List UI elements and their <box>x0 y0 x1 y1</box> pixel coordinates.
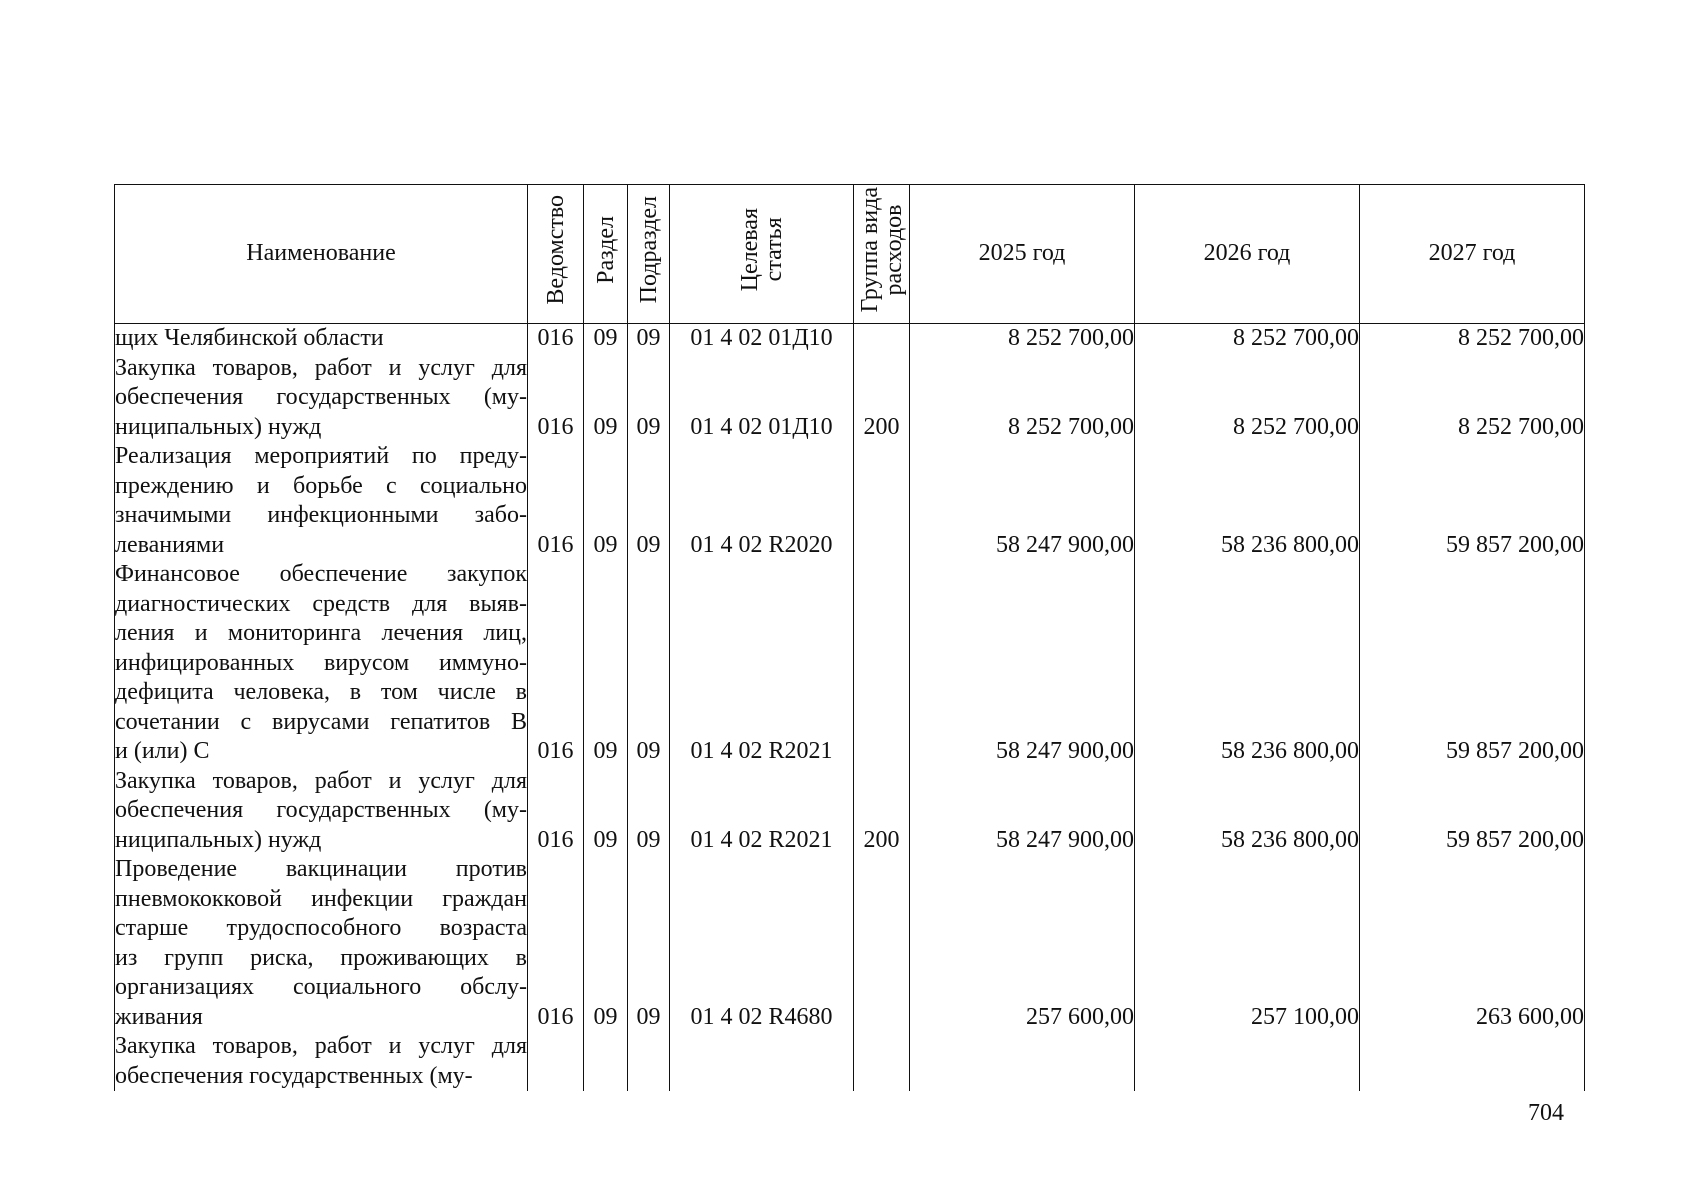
cell-razdel <box>584 1032 628 1091</box>
cell-2027: 59 857 200,00 <box>1360 767 1585 856</box>
name-line: Закупка товаров, работ и услуг для <box>115 354 527 381</box>
cell-name <box>115 767 528 856</box>
name-line: Закупка товаров, работ и услуг для <box>115 767 527 794</box>
header-gruppa-line1: Группа вида <box>856 187 883 313</box>
cell-razdel: 09 <box>584 855 628 1032</box>
cell-podrazdel: 09 <box>628 324 670 354</box>
name-line: обеспечения государственных (му- <box>115 1062 473 1089</box>
cell-2025: 8 252 700,00 <box>910 354 1135 443</box>
cell-2027 <box>1360 1032 1585 1091</box>
name-line: ниципальных) нужд <box>115 826 322 853</box>
name-line: из групп риска, проживающих в <box>115 944 527 971</box>
cell-razdel: 09 <box>584 767 628 856</box>
table-row <box>115 442 1585 560</box>
cell-2025: 58 247 900,00 <box>910 767 1135 856</box>
cell-gruppa <box>854 560 910 767</box>
cell-vedomstvo <box>528 1032 584 1091</box>
cell-name <box>115 442 528 560</box>
name-line: организациях социального обслу- <box>115 974 527 1000</box>
cell-tselevaya <box>670 1032 854 1091</box>
cell-2026: 58 236 800,00 <box>1135 442 1360 560</box>
name-line: значимыми инфекционными забо- <box>115 502 527 528</box>
table-row <box>115 767 1585 856</box>
cell-vedomstvo: 016 <box>528 442 584 560</box>
cell-gruppa <box>854 442 910 560</box>
name-line: Финансовое обеспечение закупок <box>115 561 527 587</box>
name-line: Проведение вакцинации против <box>115 856 527 882</box>
cell-2027: 59 857 200,00 <box>1360 442 1585 560</box>
header-vedomstvo: Ведомство <box>528 185 584 324</box>
cell-vedomstvo: 016 <box>528 324 584 354</box>
cell-podrazdel: 09 <box>628 442 670 560</box>
header-row <box>115 185 1585 324</box>
cell-podrazdel: 09 <box>628 354 670 443</box>
cell-gruppa <box>854 324 910 354</box>
name-line: сочетании с вирусами гепатитов В <box>115 708 527 735</box>
cell-podrazdel <box>628 1032 670 1091</box>
cell-2027: 8 252 700,00 <box>1360 324 1585 354</box>
cell-2026: 257 100,00 <box>1135 855 1360 1032</box>
cell-2025 <box>910 1032 1135 1091</box>
cell-2025: 257 600,00 <box>910 855 1135 1032</box>
cell-podrazdel: 09 <box>628 767 670 856</box>
cell-2026: 8 252 700,00 <box>1135 324 1360 354</box>
cell-name <box>115 1032 528 1091</box>
cell-podrazdel: 09 <box>628 560 670 767</box>
cell-gruppa: 200 <box>854 767 910 856</box>
header-gruppa <box>854 185 910 324</box>
name-line: обеспечения государственных (му- <box>115 384 527 410</box>
name-line: дефицита человека, в том числе в <box>115 679 527 705</box>
name-line: старше трудоспособного возраста <box>115 915 527 941</box>
cell-name <box>115 855 528 1032</box>
header-tselevaya-line1: Целевая <box>736 208 763 292</box>
name-line: леваниями <box>115 531 225 558</box>
cell-tselevaya: 01 4 02 R2020 <box>670 442 854 560</box>
cell-2026: 8 252 700,00 <box>1135 354 1360 443</box>
cell-name <box>115 560 528 767</box>
name-line: преждению и борьбе с социально <box>115 472 527 499</box>
name-line: обеспечения государственных (му- <box>115 797 527 823</box>
table-row <box>115 855 1585 1032</box>
name-line: Закупка товаров, работ и услуг для <box>115 1033 527 1059</box>
budget-table <box>114 184 1585 1091</box>
name-line: диагностических средств для выяв- <box>115 590 527 617</box>
header-name: Наименование <box>115 185 528 324</box>
header-tselevaya <box>670 185 854 324</box>
cell-vedomstvo: 016 <box>528 560 584 767</box>
cell-vedomstvo: 016 <box>528 354 584 443</box>
table-row <box>115 354 1585 443</box>
name-line: щих Челябинской области <box>115 325 384 351</box>
cell-razdel: 09 <box>584 354 628 443</box>
cell-2026: 58 236 800,00 <box>1135 767 1360 856</box>
header-gruppa-line2: расходов <box>880 204 907 296</box>
cell-2027: 59 857 200,00 <box>1360 560 1585 767</box>
cell-gruppa: 200 <box>854 354 910 443</box>
cell-2026: 58 236 800,00 <box>1135 560 1360 767</box>
table-row <box>115 324 1585 354</box>
cell-vedomstvo: 016 <box>528 855 584 1032</box>
cell-gruppa <box>854 855 910 1032</box>
name-line: ления и мониторинга лечения лиц, <box>115 620 527 646</box>
header-2026: 2026 год <box>1135 185 1360 324</box>
header-2025: 2025 год <box>910 185 1135 324</box>
cell-name <box>115 324 528 354</box>
name-line: пневмококковой инфекции граждан <box>115 885 527 912</box>
cell-2027: 263 600,00 <box>1360 855 1585 1032</box>
cell-vedomstvo: 016 <box>528 767 584 856</box>
cell-2025: 58 247 900,00 <box>910 442 1135 560</box>
cell-2025: 58 247 900,00 <box>910 560 1135 767</box>
cell-tselevaya: 01 4 02 01Д10 <box>670 324 854 354</box>
name-line: и (или) С <box>115 738 210 764</box>
cell-tselevaya: 01 4 02 R4680 <box>670 855 854 1032</box>
cell-gruppa <box>854 1032 910 1091</box>
cell-2027: 8 252 700,00 <box>1360 354 1585 443</box>
table-row <box>115 560 1585 767</box>
header-tselevaya-line2: статья <box>760 217 787 282</box>
name-line: ниципальных) нужд <box>115 413 322 440</box>
cell-razdel: 09 <box>584 324 628 354</box>
page-number: 704 <box>1528 1100 1564 1126</box>
cell-name <box>115 354 528 443</box>
cell-razdel: 09 <box>584 442 628 560</box>
cell-tselevaya: 01 4 02 R2021 <box>670 767 854 856</box>
cell-podrazdel: 09 <box>628 855 670 1032</box>
cell-tselevaya: 01 4 02 01Д10 <box>670 354 854 443</box>
table-row <box>115 1032 1585 1091</box>
table-body <box>115 324 1585 1092</box>
name-line: инфицированных вирусом иммуно- <box>115 649 527 676</box>
name-line: Реализация мероприятий по преду- <box>115 443 527 469</box>
name-line: живания <box>115 1003 203 1030</box>
header-podrazdel: Подраздел <box>628 185 670 324</box>
header-2027: 2027 год <box>1360 185 1585 324</box>
header-razdel: Раздел <box>584 185 628 324</box>
cell-tselevaya: 01 4 02 R2021 <box>670 560 854 767</box>
cell-2025: 8 252 700,00 <box>910 324 1135 354</box>
cell-razdel: 09 <box>584 560 628 767</box>
cell-2026 <box>1135 1032 1360 1091</box>
